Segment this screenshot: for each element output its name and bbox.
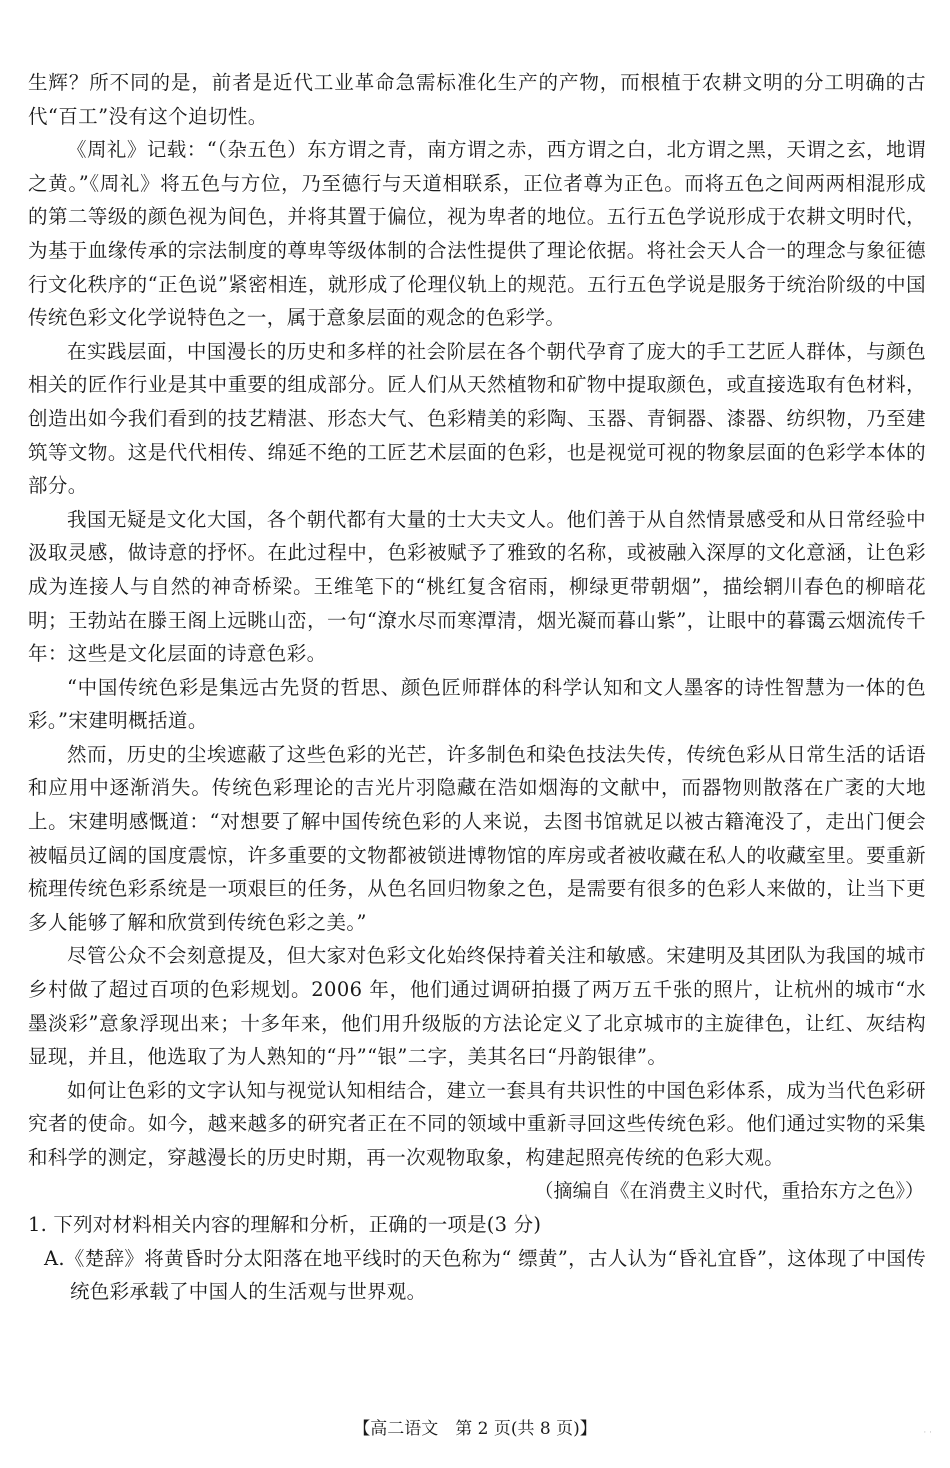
question-1-option-a: A.《楚辞》将黄昏时分太阳落在地平线时的天色称为“ 缥黄”，古人认为“昏礼宜昏”，这体现了中国传统色彩承载了中国人的生活观与世界观。 — [44, 1246, 926, 1304]
article-paragraph-5: “中国传统色彩是集远古先贤的哲思、颜色匠师群体的科学认知和文人墨客的诗性智慧为一体的色彩。”宋建明概括道。 — [28, 675, 926, 733]
article-paragraph-7: 尽管公众不会刻意提及，但大家对色彩文化始终保持着关注和敏感。宋建明及其团队为我国的城市乡村做了超过百项的色彩规划。2006 年，他们通过调研拍摄了两万五千张的照片，让杭州的城市“水墨淡彩”意象浮现出来；十多年来，他们用升级版的方法论定义了北京城市的主旋律色，让红、灰结构显现，并且，他选取了为人熟知的“丹”“银”二字，美其名曰“丹韵银律”。 — [28, 944, 926, 1069]
page-footer: 【高二语文 第 2 页(共 8 页)】 — [353, 1419, 597, 1439]
article-paragraph-6: 然而，历史的尘埃遮蔽了这些色彩的光芒，许多制色和染色技法失传，传统色彩从日常生活的话语和应用中逐渐消失。传统色彩理论的吉光片羽隐藏在浩如烟海的文献中，而器物则散落在广袤的大地上。宋建明感慨道：“对想要了解中国传统色彩的人来说，去图书馆就足以被古籍淹没了，走出门便会被幅员辽阔的国度震惊，许多重要的文物都被锁进博物馆的库房或者被收藏在私人的收藏室里。要重新梳理传统色彩系统是一项艰巨的任务，从色名回归物象之色，是需要有很多的色彩人来做的，让当下更多人能够了解和欣赏到传统色彩之美。” — [28, 742, 926, 934]
article-paragraph-4: 我国无疑是文化大国，各个朝代都有大量的士大夫文人。他们善于从自然情景感受和从日常经验中汲取灵感，做诗意的抒怀。在此过程中，色彩被赋予了雅致的名称，或被融入深厚的文化意涵，让色彩成为连接人与自然的神奇桥梁。王维笔下的“桃红复含宿雨，柳绿更带朝烟”，描绘辋川春色的柳暗花明；王勃站在滕王阁上远眺山峦，一句“潦水尽而寒潭清，烟光凝而暮山紫”，让眼中的暮霭云烟流传千年：这些是文化层面的诗意色彩。 — [28, 507, 926, 666]
article-paragraph-3: 在实践层面，中国漫长的历史和多样的社会阶层在各个朝代孕育了庞大的手工艺匠人群体，与颜色相关的匠作行业是其中重要的组成部分。匠人们从天然植物和矿物中提取颜色，或直接选取有色材料，创造出如今我们看到的技艺精湛、形态大气、色彩精美的彩陶、玉器、青铜器、漆器、纺织物，乃至建筑等文物。这是代代相传、绵延不绝的工匠艺术层面的色彩，也是视觉可视的物象层面的色彩学本体的部分。 — [28, 339, 926, 498]
article-paragraph-2: 《周礼》记载：“（杂五色）东方谓之青，南方谓之赤，西方谓之白，北方谓之黑，天谓之玄，地谓之黄。”《周礼》将五色与方位，乃至德行与天道相联系，正位者尊为正色。而将五色之间两两相混形成的第二等级的颜色视为间色，并将其置于偏位，视为卑者的地位。五行五色学说形成于农耕文明时代，为基于血缘传承的宗法制度的尊卑等级体制的合法性提供了理论依据。将社会天人合一的理念与象征德行文化秩序的“正色说”紧密相连，就形成了伦理仪轨上的规范。五行五色学说是服务于统治阶级的中国传统色彩文化学说特色之一，属于意象层面的观念的色彩学。 — [28, 138, 926, 330]
article-paragraph-1: 生辉？所不同的是，前者是近代工业革命急需标准化生产的产物，而根植于农耕文明的分工明确的古代“百工”没有这个迫切性。 — [28, 71, 926, 128]
article-source: （摘编自《在消费主义时代，重拾东方之色》） — [534, 1179, 924, 1202]
question-1-stem: 1. 下列对材料相关内容的理解和分析，正确的一项是(3 分) — [28, 1213, 542, 1237]
article-paragraph-8: 如何让色彩的文字认知与视觉认知相结合，建立一套具有共识性的中国色彩体系，成为当代色彩研究者的使命。如今，越来越多的研究者正在不同的领域中重新寻回这些传统色彩。他们通过实物的采集和科学的测定，穿越漫长的历史时期，再一次观物取象，构建起照亮传统的色彩大观。 — [28, 1078, 926, 1169]
corner-mark-icon: · · — [923, 1428, 932, 1438]
